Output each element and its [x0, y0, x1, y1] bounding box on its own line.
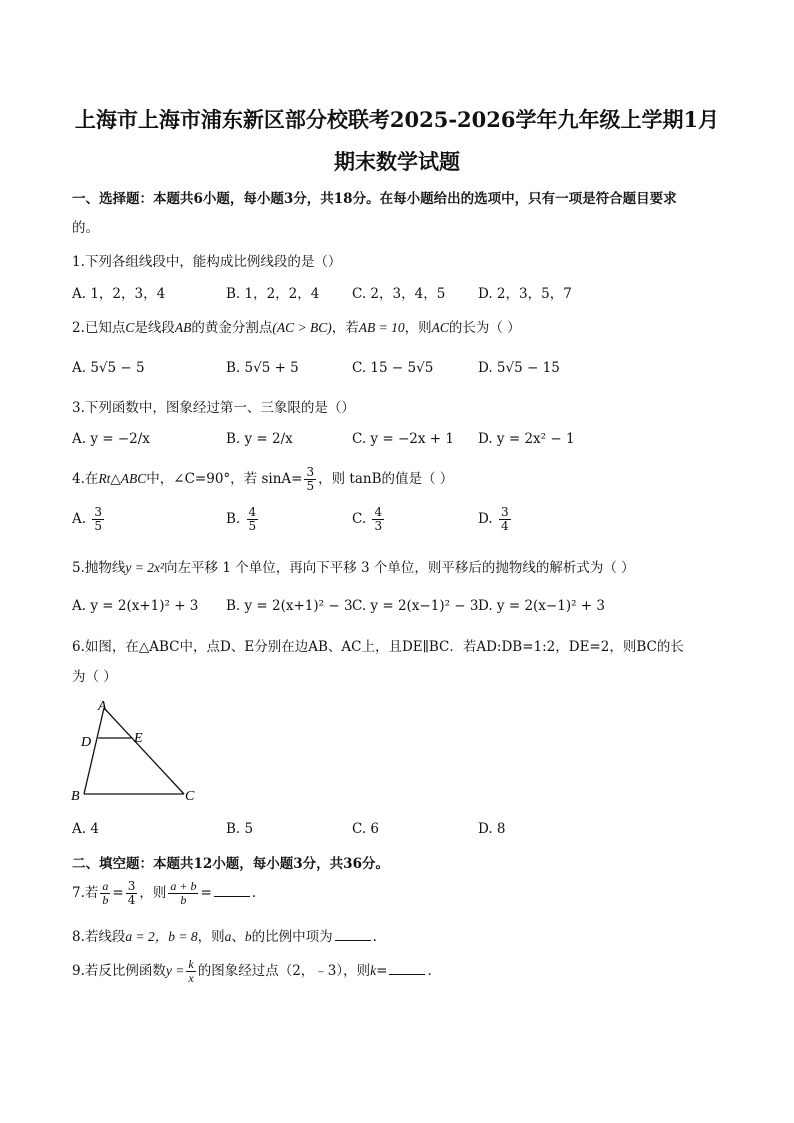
- page-title-line2: 期末数学试题: [334, 149, 460, 174]
- q2-option-b: B. 5√5 + 5: [226, 360, 299, 376]
- answer-blank-9: [389, 973, 425, 975]
- q5-option-d: D. y = 2(x−1)² + 3: [478, 598, 605, 614]
- question-7: 7.若 $\frac{a}{b}$ = $\frac{3}{4}$ ，则 $\frac{a + b}{b}$ = .: [72, 879, 257, 907]
- question-6-stem-line1: 6.如图，在△ABC中，点D、E分别在边AB、AC上，且DE∥BC．若AD:DB=1:2，DE=2，则BC的长: [72, 639, 684, 655]
- section1-heading-line1: 一、选择题：本题共6小题，每小题3分，共18分。在每小题给出的选项中，只有一项是符合题目要求: [72, 191, 677, 207]
- q4-option-d: D. $\frac{3}{4}$: [478, 505, 509, 533]
- q4-option-b: B. $\frac{4}{5}$: [226, 505, 257, 533]
- q4-option-c: C. $\frac{4}{3}$: [352, 505, 383, 533]
- question-5-stem: 5.抛物线y = 2x²向左平移 1 个单位，再向下平移 3 个单位，则平移后的抛物线的解析式为（ ）: [72, 560, 635, 576]
- q5-option-a: A. y = 2(x+1)² + 3: [72, 598, 199, 614]
- q2-option-c: C. 15 − 5√5: [352, 360, 434, 376]
- q5-option-b: B. y = 2(x+1)² − 3: [226, 598, 353, 614]
- q3-option-c: C. y = −2x + 1: [352, 431, 454, 447]
- section1-heading-line2: 的。: [72, 220, 99, 236]
- question-2-stem: 2.已知点C是线段AB的黄金分割点(AC > BC)，若AB = 10，则AC的长为（ ）: [72, 320, 521, 336]
- q4-option-a: A. $\frac{3}{5}$: [72, 505, 102, 533]
- question-3-stem: 3.下列函数中，图象经过第一、三象限的是（）: [72, 400, 355, 416]
- question-4-stem: 4.在Rt△ABC中，∠C=90°，若 sinA= $\frac{3}{5}$ ，则 tanB的值是（ ）: [72, 465, 454, 493]
- sin-fraction: $\frac{3}{5}$: [306, 465, 315, 493]
- question-8: 8.若线段a = 2，b = 8，则a、b的比例中项为 .: [72, 929, 377, 945]
- triangle-figure: [68, 698, 208, 808]
- question-9: 9.若反比例函数y = $\frac{k}{x}$ 的图象经过点（2，﹣3），则k= .: [72, 957, 432, 985]
- page-title-line1: 上海市上海市浦东新区部分校联考2025-2026学年九年级上学期1月: [74, 107, 720, 132]
- q1-option-a: A. 1，2，3，4: [72, 286, 166, 302]
- section2-heading: 二、填空题：本题共12小题，每小题3分，共36分。: [72, 856, 389, 872]
- q5-option-c: C. y = 2(x−1)² − 3: [352, 598, 479, 614]
- side-ab: [84, 708, 104, 794]
- label-a: A: [98, 699, 107, 714]
- q6-option-b: B. 5: [226, 821, 254, 837]
- label-d: D: [81, 735, 92, 750]
- label-c: C: [185, 789, 195, 804]
- q2-option-a: A. 5√5 − 5: [72, 360, 145, 376]
- answer-blank-7: [214, 895, 250, 897]
- q3-option-a: A. y = −2/x: [72, 431, 150, 447]
- q3-option-d: D. y = 2x² − 1: [478, 431, 575, 447]
- q3-option-b: B. y = 2/x: [226, 431, 293, 447]
- q6-option-a: A. 4: [72, 821, 99, 837]
- answer-blank-8: [335, 939, 371, 941]
- question-6-stem-line2: 为（ ）: [72, 669, 117, 685]
- q6-option-c: C. 6: [352, 821, 380, 837]
- label-e: E: [134, 731, 143, 746]
- question-1-stem: 1.下列各组线段中，能构成比例线段的是（）: [72, 254, 342, 270]
- label-b: B: [71, 789, 80, 804]
- q1-option-c: C. 2，3，4，5: [352, 286, 446, 302]
- side-ac: [104, 708, 184, 794]
- q2-option-d: D. 5√5 − 15: [478, 360, 560, 376]
- q6-option-d: D. 8: [478, 821, 506, 837]
- q1-option-b: B. 1，2，2，4: [226, 286, 320, 302]
- q1-option-d: D. 2，3，5，7: [478, 286, 572, 302]
